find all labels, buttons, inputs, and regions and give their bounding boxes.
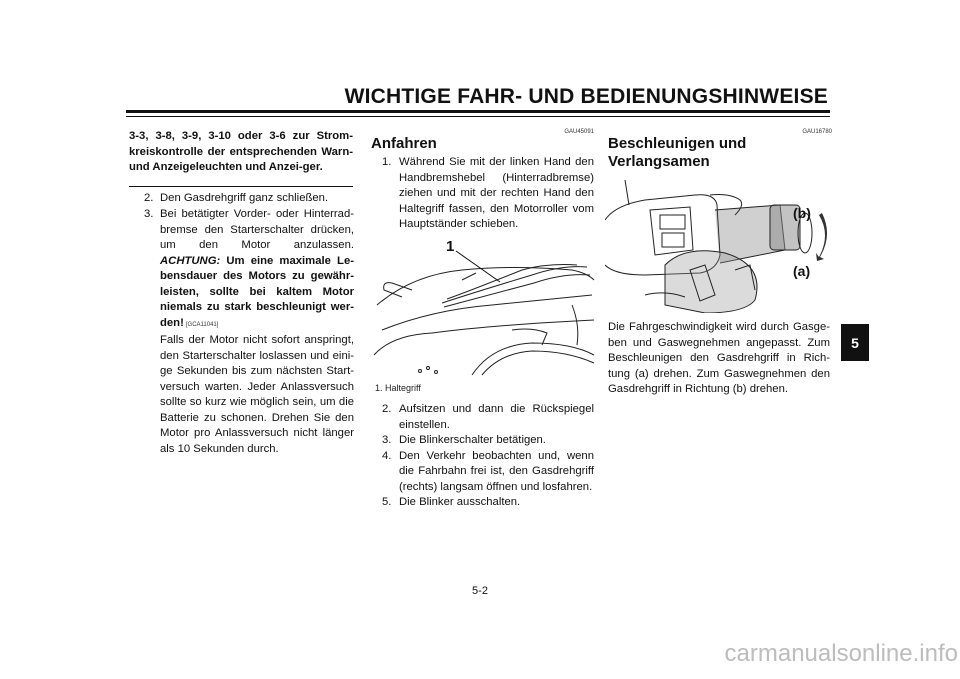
throttle-grip-illustration <box>605 175 831 313</box>
step-5-text: Die Blinker ausschalten. <box>399 496 521 508</box>
step-3-text: Die Blinkerschalter betätigen. <box>399 434 546 446</box>
middle-steps-2-5 <box>372 402 594 511</box>
step-2-text: Den Gasdrehgriff ganz schließen. <box>160 192 329 204</box>
throttle-body-text: Die Fahrgeschwindigkeit wird durch Gasge-ben und Gaswegnehmen angepasst. Zum Beschleunigen den Gasdrehgriff in Rich-tung (a) drehen. Zum Gaswegnehmen den Gasdrehgriff in Richtung (b) drehen. <box>608 321 830 395</box>
step-2-text: Aufsitzen und dann die Rückspiegel einstellen. <box>399 403 594 431</box>
direction-label-b: (b) <box>793 205 811 221</box>
step-number: 3. <box>144 208 154 220</box>
page-title: WICHTIGE FAHR- UND BEDIENUNGSHINWEISE <box>344 85 828 108</box>
middle-step-1 <box>372 155 594 233</box>
step-number: 3. <box>382 434 392 446</box>
caution-label: ACHTUNG: <box>160 254 221 267</box>
page-number: 5-2 <box>472 585 488 597</box>
section-heading-beschleunigen <box>608 135 746 171</box>
intro-bold-text: 3-3, 3-8, 3-9, 3-10 oder 3-6 zur Strom-kreiskontrolle der entsprechenden Warn- und Anzeigeleuchten und Anzei-ger. <box>129 130 353 173</box>
direction-label-a: (a) <box>793 263 811 279</box>
chapter-tab[interactable]: 5 <box>841 324 869 361</box>
step-3-continued: Falls der Motor nicht sofort anspringt, den Starterschalter loslassen und eini-ge Sekunden bis zum nächsten Start-versuch warten. Jeder Anlassversuch sollte so kurz wie möglich sein, um die Batterie zu schonen. Drehen Sie den Motor pro Anlassversuch nicht länger als 10 Sekunden durch. <box>160 334 354 455</box>
caution-text: Um eine maximale Le-bensdauer des Motors zu gewähr-leisten, sollte bei kaltem Motor niemals zu stark beschleunigt wer-den! <box>160 254 354 329</box>
figure-caption: 1. Haltegriff <box>375 383 421 393</box>
step-4-text: Den Verkehr beobachten und, wenn die Fahrbahn frei ist, den Gasdrehgriff (rechts) langsam öffnen und losfahren. <box>399 449 594 493</box>
left-steps <box>130 191 354 457</box>
section-heading-anfahren: Anfahren <box>371 135 437 152</box>
grab-rail-illustration <box>372 235 596 380</box>
section-code: GAU45091 <box>564 129 594 135</box>
callout-label-1: 1 <box>446 238 455 255</box>
section-code: GAU16780 <box>802 129 832 135</box>
heading-line-1: Beschleunigen und <box>608 135 747 152</box>
callout-line <box>456 251 500 282</box>
step-number: 5. <box>382 496 392 508</box>
step-number: 1. <box>382 156 392 168</box>
intro-separator <box>129 186 353 187</box>
step-number: 2. <box>144 192 154 204</box>
step-number: 2. <box>382 403 392 415</box>
header-rule-thin <box>126 116 830 117</box>
rotation-arrow <box>816 213 827 261</box>
step-3-text: Bei betätigter Vorder- oder Hinterrad-bremse den Starterschalter drücken, um den Motor anzulassen. <box>160 208 354 251</box>
heading-line-2: Verlangsamen <box>608 153 710 170</box>
step-number: 4. <box>382 449 392 462</box>
caution-code: [GCA11041] <box>185 321 219 328</box>
watermark: carmanualsonline.info <box>724 640 958 667</box>
step-1-text: Während Sie mit der linken Hand den Handbremshebel (Hinterradbremse) ziehen und mit der rechten Hand den Haltegriff fassen, den Motorroller vom Hauptständer schieben. <box>399 156 594 230</box>
header-rule <box>126 110 830 113</box>
